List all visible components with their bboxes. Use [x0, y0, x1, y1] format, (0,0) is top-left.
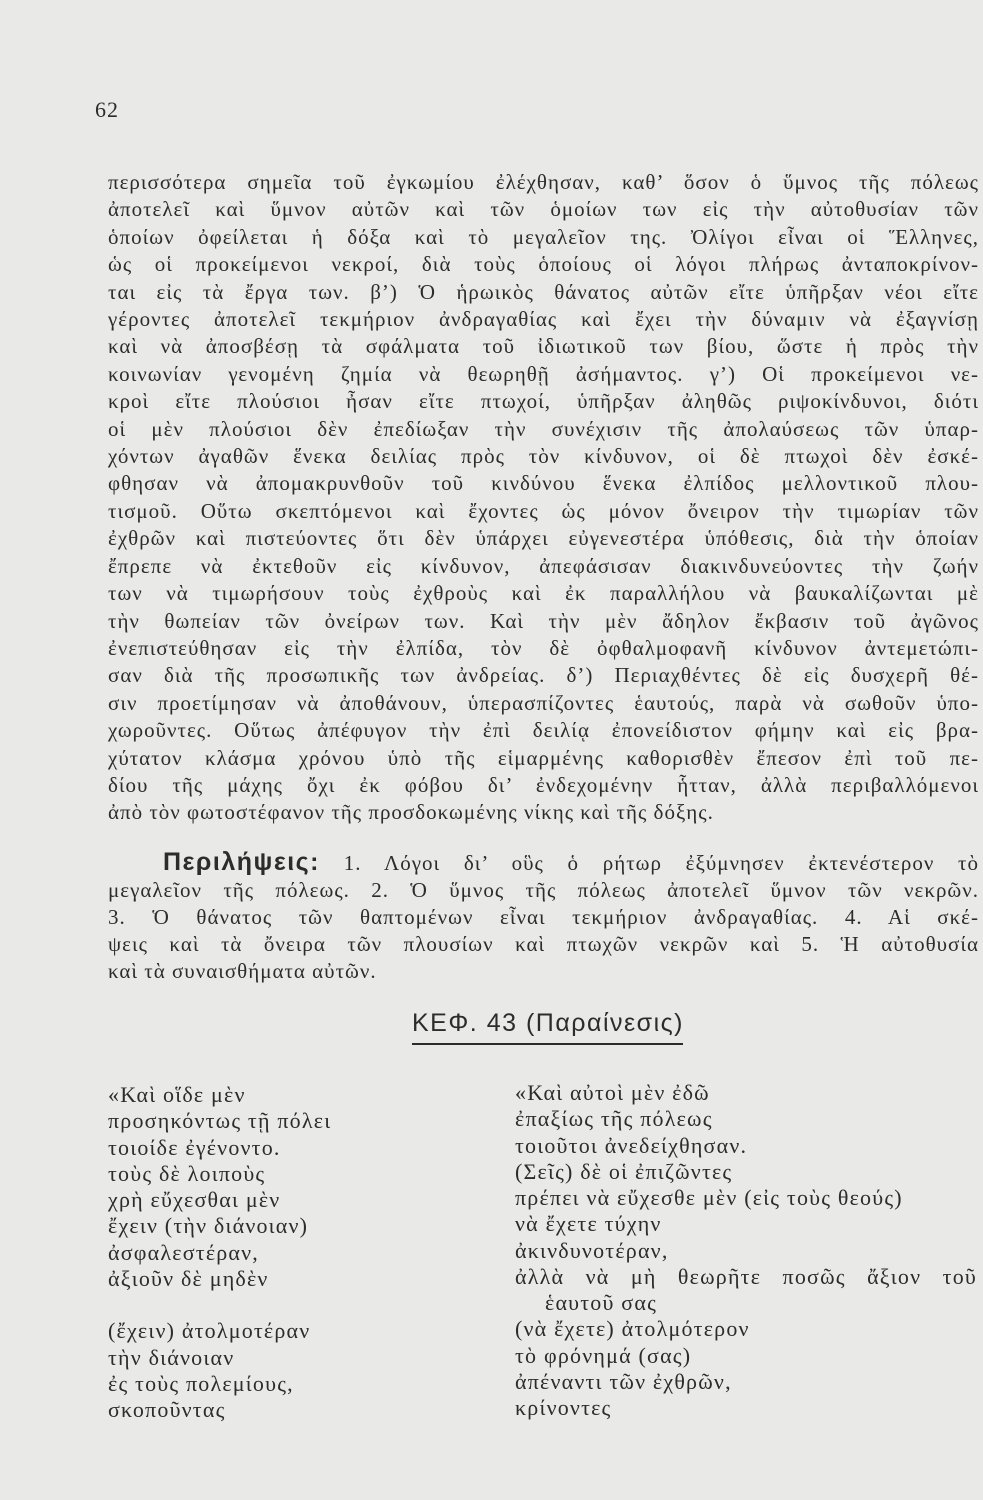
summary-line-text: 1. Λόγοι δι’ οὓς ὁ ρήτωρ ἐξύμνησεν ἐκτενέστερον τὸ: [343, 851, 979, 875]
column-line: νὰ ἔχετε τύχην: [515, 1211, 662, 1237]
column-line: (ἔχειν) ἀτολμοτέραν: [108, 1318, 311, 1344]
column-line: ἀκινδυνοτέραν,: [515, 1237, 669, 1263]
summary-line: καὶ τὰ συναισθήματα αὐτῶν.: [108, 959, 377, 983]
column-line: ἀσφαλεστέραν,: [108, 1239, 260, 1265]
body-line: καὶ νὰ ἀποσβέσῃ τὰ σφάλματα τοῦ ἰδιωτικοῦ των βίου, ὥστε ἡ πρὸς τὴν: [108, 334, 979, 359]
body-line: περισσότερα σημεῖα τοῦ ἐγκωμίου ἐλέχθησαν, καθ’ ὅσον ὁ ὕμνος τῆς πόλεως: [108, 170, 979, 194]
summary-line: [108, 849, 979, 877]
body-line: κροὶ εἴτε πλούσιοι ἦσαν εἴτε πτωχοί, ὑπῆρξαν ἀληθῶς ριψοκίνδυνοι, διότι: [108, 389, 979, 414]
column-line: ἑαυτοῦ σας: [545, 1290, 657, 1315]
body-line: δίου τῆς μάχης ὄχι ἐκ φόβου δι’ ἐνδεχομένην ἧτταν, ἀλλὰ περιβαλλόμενοι: [108, 772, 979, 797]
column-line: ἀλλὰ νὰ μὴ θεωρῆτε ποσῶς ἄξιον τοῦ: [515, 1263, 977, 1289]
body-line: ὡς οἱ προκείμενοι νεκροί, διὰ τοὺς ὁποίους οἱ λόγοι πλήρως ἀνταποκρίνον-: [108, 252, 979, 277]
modern-translation-column: [515, 1080, 977, 1421]
column-line: τοιοῦτοι ἀνεδείχθησαν.: [515, 1132, 748, 1158]
column-line: «Καὶ αὐτοὶ μὲν ἐδῶ: [515, 1080, 710, 1105]
column-line: (νὰ ἔχετε) ἀτολμότερον: [515, 1316, 750, 1342]
body-line: οἱ μὲν πλούσιοι δὲν ἐπεδίωξαν τὴν συνέχισιν τῆς ἀπολαύσεως τῶν ὑπαρ-: [108, 416, 979, 441]
body-line: ἀποτελεῖ καὶ ὕμνον αὐτῶν καὶ τῶν ὁμοίων των εἰς τὴν αὐτοθυσίαν τῶν: [108, 197, 979, 222]
blank-line: [108, 1292, 498, 1318]
summary-line: μεγαλεῖον τῆς πόλεως. 2. Ὁ ὕμνος τῆς πόλεως ἀποτελεῖ ὕμνον τῶν νεκρῶν.: [108, 878, 979, 902]
column-line: κρίνοντες: [515, 1395, 612, 1420]
body-line: γέροντες ἀποτελεῖ τεκμήριον ἀνδραγαθίας καὶ ἔχει τὴν δύναμιν νὰ ἐξαγνίσῃ: [108, 307, 979, 332]
column-line: τοὺς δὲ λοιποὺς: [108, 1160, 266, 1186]
column-line: σκοποῦντας: [108, 1397, 226, 1422]
summaries-label: Περιλήψεις:: [163, 848, 320, 876]
page-number: 62: [95, 97, 119, 122]
column-line: ἐς τοὺς πολεμίους,: [108, 1370, 294, 1396]
summaries-section: [108, 849, 979, 985]
body-line: χύτατον κλάσμα χρόνου ὑπὸ τῆς εἱμαρμένης καθορισθὲν ἔπεσον ἐπὶ τοῦ πε-: [108, 745, 979, 770]
column-line: (Σεῖς) δὲ οἱ ἐπιζῶντες: [515, 1158, 733, 1184]
body-line: ἐχθρῶν καὶ πιστεύοντες ὅτι δὲν ὑπάρχει εὐγενεστέρα ὑπόθεσις, διὰ τὴν ὁποίαν: [108, 526, 979, 551]
column-line: πρέπει νὰ εὔχεσθε μὲν (εἰς τοὺς θεούς): [515, 1185, 903, 1210]
body-line: ἀπὸ τὸν φωτοστέφανον τῆς προσδοκωμένης νίκης καὶ τῆς δόξης.: [108, 800, 714, 825]
ancient-text-column: [108, 1082, 498, 1423]
body-text: [108, 169, 979, 827]
summary-line: ψεις καὶ τὰ ὄνειρα τῶν πλουσίων καὶ πτωχῶν νεκρῶν καὶ 5. Ἡ αὐτοθυσία: [108, 932, 979, 956]
column-line: τοιοίδε ἐγένοντο.: [108, 1134, 281, 1160]
body-line: χόντων ἀγαθῶν ἕνεκα δειλίας πρὸς τὸν κίνδυνον, οἱ δὲ πτωχοὶ δὲν ἐσκέ-: [108, 444, 979, 469]
column-line: προσηκόντως τῇ πόλει: [108, 1108, 332, 1134]
body-line: σιν προετίμησαν νὰ ἀποθάνουν, ὑπερασπίζοντες ἑαυτούς, παρὰ νὰ σωθοῦν ὑπο-: [108, 690, 979, 715]
column-line: «Καὶ οἵδε μὲν: [108, 1082, 246, 1107]
body-line: σαν διὰ τῆς προσωπικῆς των ἀνδρείας. δ’) Περιαχθέντες δὲ εἰς δυσχερῆ θέ-: [108, 663, 979, 688]
column-line: τὸ φρόνημά (σας): [515, 1342, 692, 1368]
body-line: ἐνεπιστεύθησαν εἰς τὴν ἐλπίδα, τὸν δὲ ὀφθαλμοφανῆ κίνδυνον ἀντεμετώπι-: [108, 635, 979, 660]
chapter-heading: ΚΕΦ. 43 (Παραίνεσις): [412, 1008, 683, 1045]
column-line: ἔχειν (τὴν διάνοιαν): [108, 1213, 309, 1239]
body-line: φθησαν νὰ ἀπομακρυνθοῦν τοῦ κινδύνου ἕνεκα ἐλπίδος μελλοντικοῦ πλου-: [108, 471, 979, 496]
column-line: χρὴ εὔχεσθαι μὲν: [108, 1187, 281, 1212]
body-line: των νὰ τιμωρήσουν τοὺς ἐχθροὺς καὶ ἐκ παραλλήλου νὰ βαυκαλίζωνται μὲ: [108, 581, 979, 606]
column-line: ἀπέναντι τῶν ἐχθρῶν,: [515, 1368, 732, 1394]
body-line: τὴν θωπείαν τῶν ὀνείρων των. Καὶ τὴν μὲν ἄδηλον ἔκβασιν τοῦ ἀγῶνος: [108, 608, 979, 633]
column-line: τὴν διάνοιαν: [108, 1344, 235, 1370]
body-line: χωροῦντες. Οὕτως ἀπέφυγον τὴν ἐπὶ δειλίᾳ ἐπονείδιστον φήμην καὶ εἰς βρα-: [108, 718, 979, 743]
column-line: ἀξιοῦν δὲ μηδὲν: [108, 1265, 269, 1291]
summary-line: 3. Ὁ θάνατος τῶν θαπτομένων εἶναι τεκμήριον ἀνδραγαθίας. 4. Αἱ σκέ-: [108, 905, 979, 929]
column-line: ἐπαξίως τῆς πόλεως: [515, 1106, 713, 1132]
body-line: ται εἰς τὰ ἔργα των. β’) Ὁ ἡρωικὸς θάνατος αὐτῶν εἴτε ὑπῆρξαν νέοι εἴτε: [108, 279, 979, 304]
body-line: ὁποίων ὀφείλεται ἡ δόξα καὶ τὸ μεγαλεῖον της. Ὀλίγοι εἶναι οἱ Ἕλληνες,: [108, 224, 979, 249]
body-line: τισμοῦ. Οὕτω σκεπτόμενοι καὶ ἔχοντες ὡς μόνον ὄνειρον τὴν τιμωρίαν τῶν: [108, 498, 979, 523]
body-line: κοινωνίαν γενομένη ζημία νὰ θεωρηθῇ ἀσήμαντος. γ’) Οἱ προκείμενοι νε-: [108, 361, 979, 386]
body-line: ἔπρεπε νὰ ἐκτεθοῦν εἰς κίνδυνον, ἀπεφάσισαν διακινδυνεύοντες τὴν ζωήν: [108, 553, 979, 578]
